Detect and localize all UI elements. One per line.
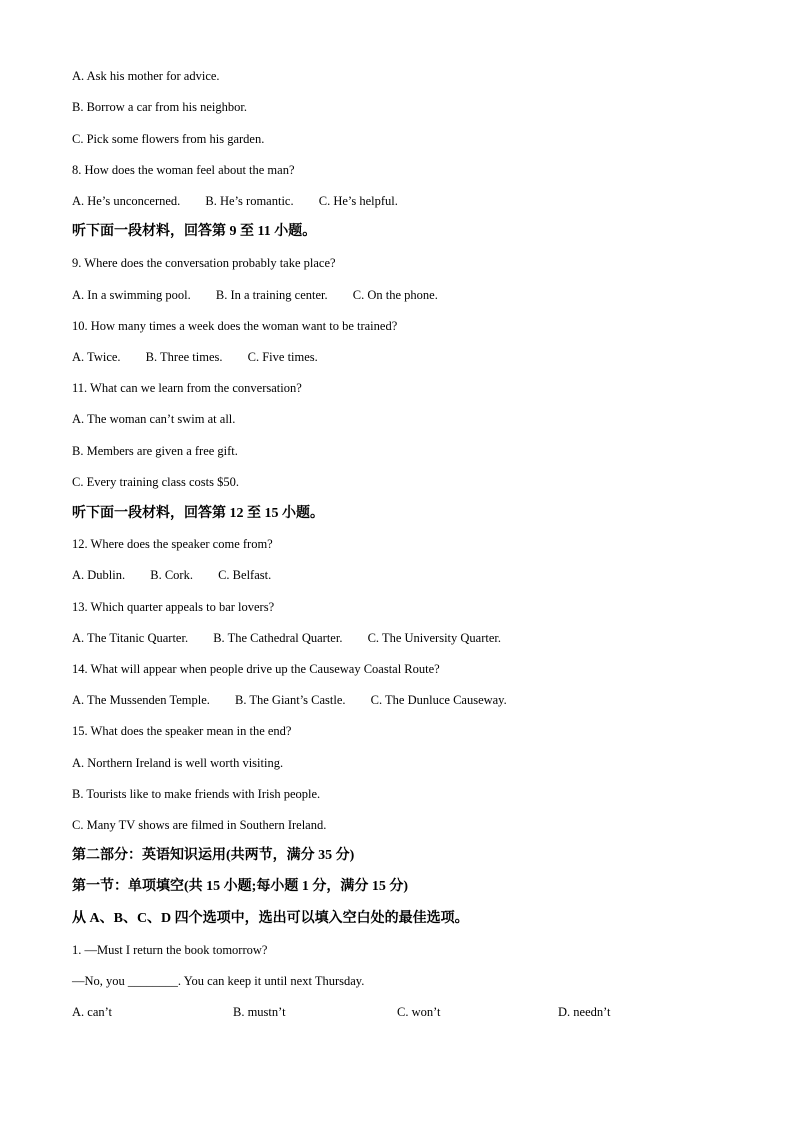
option-13a: A. The Titanic Quarter. <box>72 631 189 645</box>
question-12: 12. Where does the speaker come from? <box>72 537 273 551</box>
option-8c: C. He’s helpful. <box>318 194 398 208</box>
option-11b: B. Members are given a free gift. <box>72 444 238 458</box>
option-9a: A. In a swimming pool. <box>72 288 191 302</box>
option-15c: C. Many TV shows are filmed in Southern Ireland. <box>72 818 327 832</box>
option-13c: C. The University Quarter. <box>367 631 502 645</box>
question-9: 9. Where does the conversation probably take place? <box>72 256 336 270</box>
option-9b: B. In a training center. <box>215 288 328 302</box>
question-10-options <box>72 349 340 365</box>
option-14c: C. The Dunluce Causeway. <box>370 693 507 707</box>
section-heading-12-15: 听下面一段材料，回答第 12 至 15 小题。 <box>72 506 324 521</box>
grammar-question-1-options <box>72 1004 672 1020</box>
question-12-options <box>72 567 293 583</box>
question-9-options <box>72 287 460 303</box>
question-8: 8. How does the woman feel about the man? <box>72 163 295 177</box>
option-12b: B. Cork. <box>150 568 193 582</box>
option-14b: B. The Giant’s Castle. <box>235 693 346 707</box>
instruction-heading: 从 A、B、C、D 四个选项中，选出可以填入空白处的最佳选项。 <box>72 911 469 926</box>
option-8b: B. He’s romantic. <box>205 194 294 208</box>
question-10: 10. How many times a week does the woman want to be trained? <box>72 319 398 333</box>
option-11a: A. The woman can’t swim at all. <box>72 412 236 426</box>
option-13b: B. The Cathedral Quarter. <box>213 631 343 645</box>
question-15: 15. What does the speaker mean in the end? <box>72 724 292 738</box>
option-7a: A. Ask his mother for advice. <box>72 69 220 83</box>
option-12c: C. Belfast. <box>218 568 272 582</box>
option-10b: B. Three times. <box>145 350 223 364</box>
option-10a: A. Twice. <box>72 350 121 364</box>
option-g1a: A. can’t <box>72 1005 113 1019</box>
option-7c: C. Pick some flowers from his garden. <box>72 132 265 146</box>
option-10c: C. Five times. <box>247 350 318 364</box>
option-7b: B. Borrow a car from his neighbor. <box>72 100 247 114</box>
part-two-heading: 第二部分：英语知识运用(共两节，满分 35 分) <box>72 848 355 863</box>
question-13: 13. Which quarter appeals to bar lovers? <box>72 600 275 614</box>
option-g1b: B. mustn’t <box>233 1005 286 1019</box>
option-12a: A. Dublin. <box>72 568 126 582</box>
option-14a: A. The Mussenden Temple. <box>72 693 210 707</box>
option-g1d: D. needn’t <box>558 1005 611 1019</box>
question-13-options <box>72 630 523 646</box>
grammar-question-1-reply: —No, you ________. You can keep it until next Thursday. <box>72 974 365 988</box>
grammar-question-1: 1. —Must I return the book tomorrow? <box>72 943 268 957</box>
question-14-options <box>72 692 529 708</box>
question-8-options <box>72 193 420 209</box>
option-9c: C. On the phone. <box>352 288 438 302</box>
option-g1c: C. won’t <box>397 1005 441 1019</box>
section-one-heading: 第一节：单项填空(共 15 小题;每小题 1 分，满分 15 分) <box>72 879 408 894</box>
section-heading-9-11: 听下面一段材料，回答第 9 至 11 小题。 <box>72 224 317 239</box>
option-15a: A. Northern Ireland is well worth visiting. <box>72 756 284 770</box>
option-15b: B. Tourists like to make friends with Irish people. <box>72 787 321 801</box>
option-8a: A. He’s unconcerned. <box>72 194 181 208</box>
option-11c: C. Every training class costs $50. <box>72 475 239 489</box>
question-14: 14. What will appear when people drive up the Causeway Coastal Route? <box>72 662 440 676</box>
question-11: 11. What can we learn from the conversation? <box>72 381 302 395</box>
